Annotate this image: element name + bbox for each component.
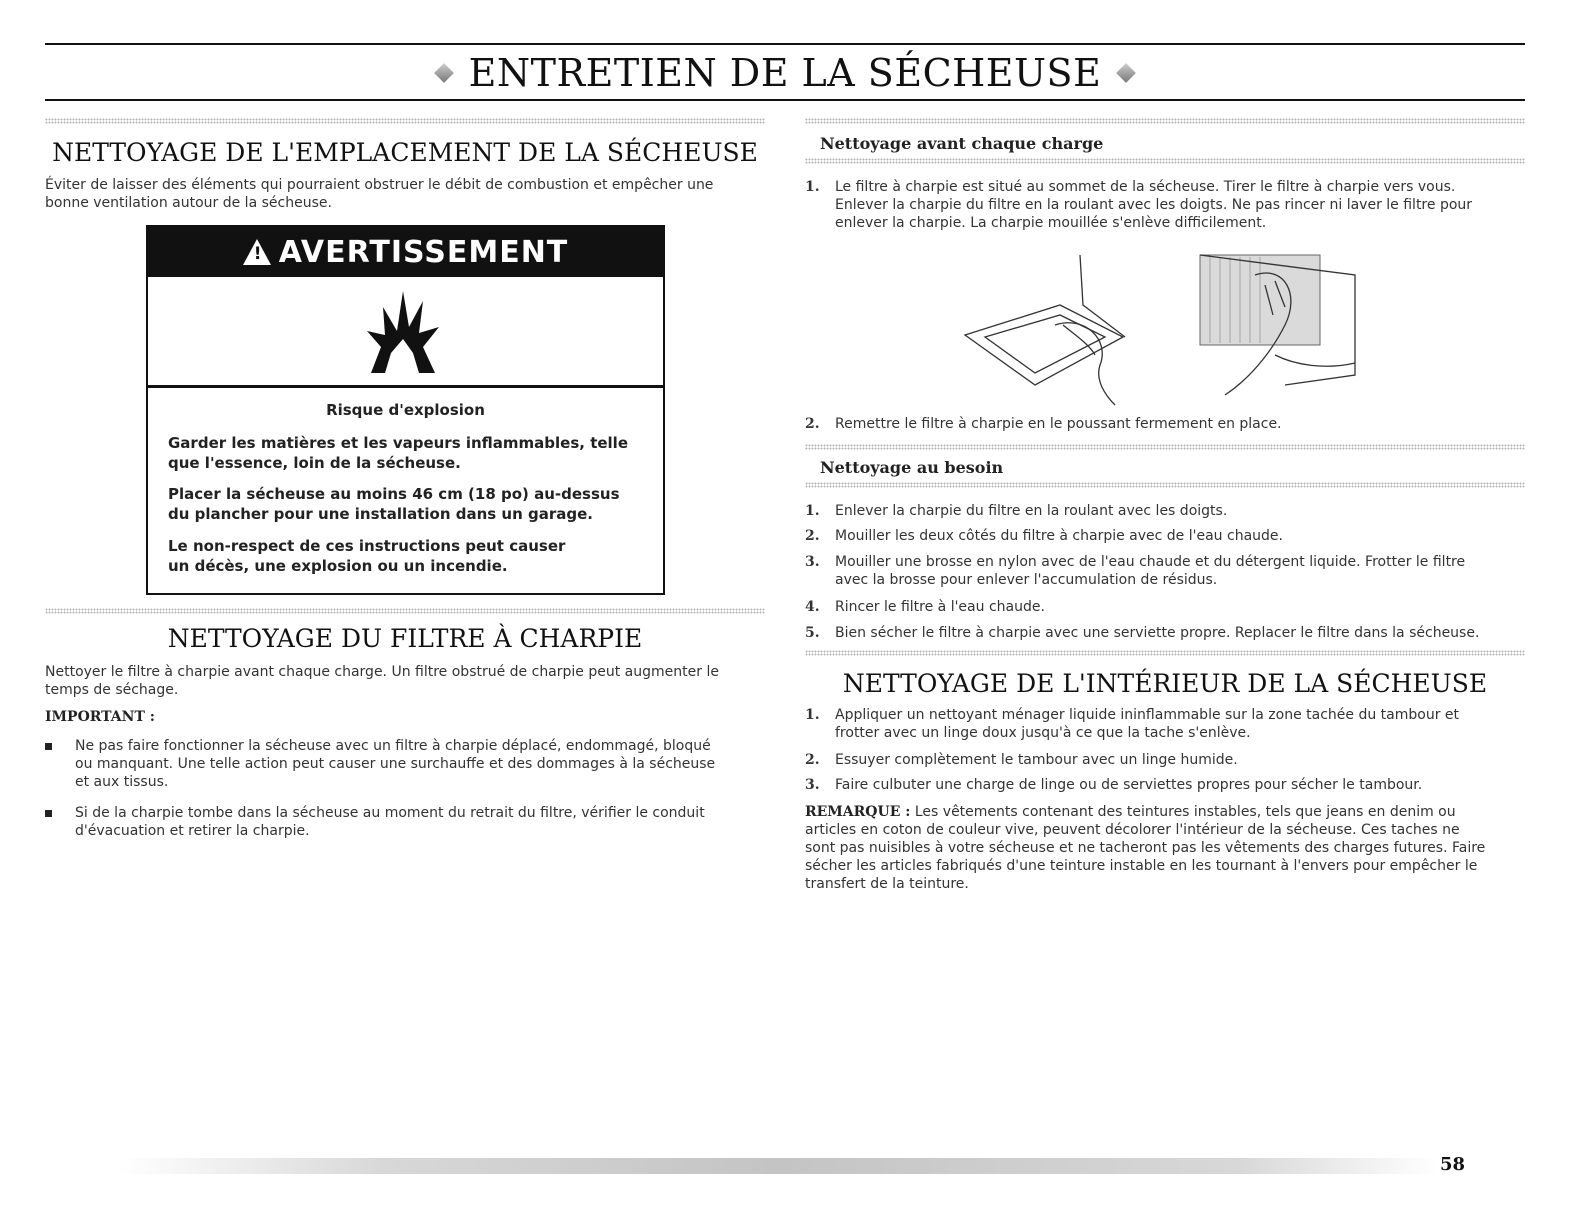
diamond-icon bbox=[1116, 63, 1136, 83]
dotted-divider bbox=[805, 650, 1525, 656]
explosion-icon bbox=[363, 287, 443, 375]
dotted-divider bbox=[45, 608, 765, 614]
page-number: 58 bbox=[1440, 1154, 1466, 1175]
remarque-line-5: transfert de la teinture. bbox=[805, 876, 969, 892]
list-item: 3. Faire culbuter une charge de linge ou de serviettes propres pour sécher le tambour. bbox=[805, 777, 1423, 793]
dotted-divider bbox=[805, 118, 1525, 124]
dotted-divider bbox=[805, 444, 1525, 450]
subsection-title-au-besoin: Nettoyage au besoin bbox=[820, 458, 1004, 477]
warning-line: Le non-respect de ces instructions peut causer bbox=[168, 537, 566, 555]
warning-triangle-icon: ! bbox=[243, 239, 271, 265]
bullet-icon bbox=[45, 743, 52, 750]
warning-separator bbox=[148, 385, 663, 388]
list-item: 3. Mouiller une brosse en nylon avec de l'eau chaude et du détergent liquide. Frotter le filtre avec la brosse pour enlever l'accumulation de résidus. bbox=[805, 554, 1466, 588]
list-item: 2. Mouiller les deux côtés du filtre à charpie avec de l'eau chaude. bbox=[805, 528, 1283, 544]
warning-box bbox=[146, 225, 665, 595]
header-rule-top bbox=[45, 43, 1525, 45]
remarque-line-4: sécher les articles fabriqués d'une teinture instable en les tournant à l'envers pour empêcher le bbox=[805, 858, 1478, 874]
remarque-line-3: sont pas nuisibles à votre sécheuse et ne tacheront pas les vêtements des charges futures. Faire bbox=[805, 840, 1486, 856]
diamond-icon bbox=[434, 63, 454, 83]
page-title-text: ENTRETIEN DE LA SÉCHEUSE bbox=[468, 51, 1102, 95]
remarque-line-1: REMARQUE : Les vêtements contenant des teintures instables, tels que jeans en denim ou bbox=[805, 804, 1456, 820]
warning-banner-text: AVERTISSEMENT bbox=[278, 234, 569, 270]
warning-line: Garder les matières et les vapeurs inflammables, telle bbox=[168, 434, 628, 452]
filtre-intro-line-2: temps de séchage. bbox=[45, 682, 179, 698]
remarque-label: REMARQUE : bbox=[805, 804, 911, 820]
footer-gradient-bar bbox=[118, 1158, 1438, 1174]
list-item: 5. Bien sécher le filtre à charpie avec une serviette propre. Replacer le filtre dans la sécheuse. bbox=[805, 625, 1480, 641]
list-item: 1. Le filtre à charpie est situé au sommet de la sécheuse. Tirer le filtre à charpie vers vous. Enlever la charpie du filtre en la roulant avec les doigts. Ne pas rincer ni laver le filtre pour enlever la charpie. La charpie mouillée s'enlève difficilement. bbox=[805, 179, 1473, 231]
section-title-interieur: NETTOYAGE DE L'INTÉRIEUR DE LA SÉCHEUSE bbox=[842, 669, 1488, 698]
warning-line: Placer la sécheuse au moins 46 cm (18 po) au-dessus bbox=[168, 485, 620, 503]
list-item: Si de la charpie tombe dans la sécheuse au moment du retrait du filtre, vérifier le conduit d'évacuation et retirer la charpie. bbox=[45, 804, 765, 844]
bullet-icon bbox=[45, 810, 52, 817]
section-title-filtre: NETTOYAGE DU FILTRE À CHARPIE bbox=[167, 624, 643, 653]
header-rule-bottom bbox=[45, 99, 1525, 101]
warning-hazard: Risque d'explosion bbox=[326, 401, 485, 419]
filtre-intro-line-1: Nettoyer le filtre à charpie avant chaque charge. Un filtre obstrué de charpie peut augmenter le bbox=[45, 664, 719, 680]
warning-line: que l'essence, loin de la sécheuse. bbox=[168, 454, 461, 472]
warning-line: du plancher pour une installation dans un garage. bbox=[168, 505, 593, 523]
subsection-title-avant-charge: Nettoyage avant chaque charge bbox=[820, 134, 1104, 153]
dotted-divider bbox=[805, 158, 1525, 164]
dotted-divider bbox=[45, 118, 765, 124]
list-item: 2. Essuyer complètement le tambour avec un linge humide. bbox=[805, 752, 1238, 768]
page-title bbox=[45, 50, 1525, 96]
list-item: Ne pas faire fonctionner la sécheuse avec un filtre à charpie déplacé, endommagé, bloqué ou manquant. Une telle action peut causer une surchauffe et des dommages à la sécheuse et aux tissus. bbox=[45, 737, 765, 797]
list-item: 1. Appliquer un nettoyant ménager liquide ininflammable sur la zone tachée du tambour et frotter avec un linge doux jusqu'à ce que la tache s'enlève. bbox=[805, 707, 1460, 741]
warning-line: un décès, une explosion ou un incendie. bbox=[168, 557, 508, 575]
emplacement-intro-line-2: bonne ventilation autour de la sécheuse. bbox=[45, 195, 332, 211]
dotted-divider bbox=[805, 482, 1525, 488]
lint-filter-illustration bbox=[955, 245, 1375, 415]
list-item: 2. Remettre le filtre à charpie en le poussant fermement en place. bbox=[805, 416, 1282, 432]
list-item: 4. Rincer le filtre à l'eau chaude. bbox=[805, 599, 1045, 615]
section-title-emplacement: NETTOYAGE DE L'EMPLACEMENT DE LA SÉCHEUSE bbox=[52, 138, 758, 167]
emplacement-intro-line-1: Éviter de laisser des éléments qui pourraient obstruer le débit de combustion et empêcher une bbox=[45, 177, 714, 193]
list-item: 1. Enlever la charpie du filtre en la roulant avec les doigts. bbox=[805, 503, 1228, 519]
warning-banner bbox=[148, 227, 663, 277]
important-label: IMPORTANT : bbox=[45, 709, 155, 725]
remarque-line-2: articles en coton de couleur vive, peuvent décolorer l'intérieur de la sécheuse. Ces taches ne bbox=[805, 822, 1460, 838]
